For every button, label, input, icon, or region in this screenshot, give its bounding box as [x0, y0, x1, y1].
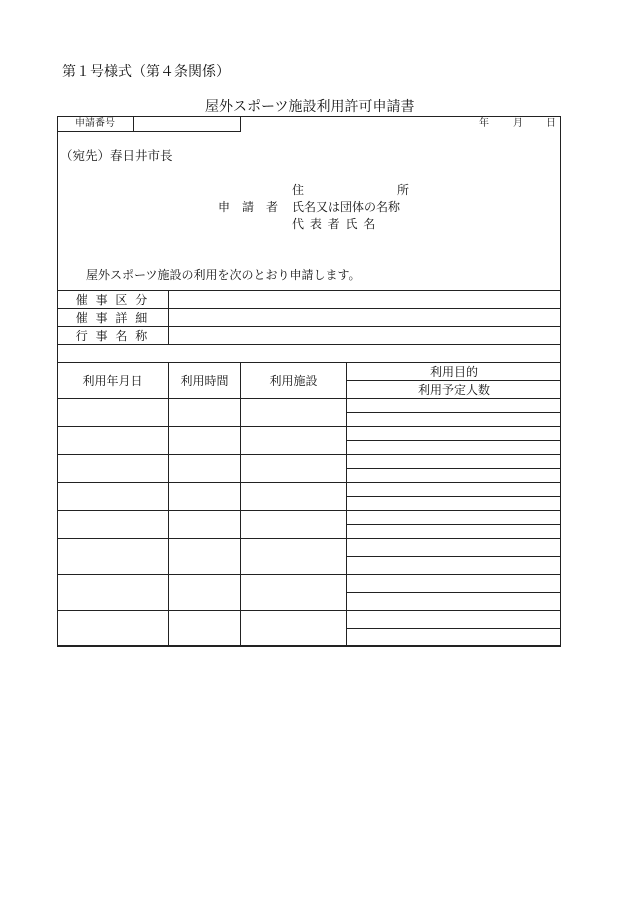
- usage-time-cell[interactable]: [169, 483, 240, 510]
- addressee: （宛先）春日井市長: [60, 148, 173, 163]
- header-headcount: 利用予定人数: [417, 382, 490, 397]
- date-year-label: 年: [479, 118, 489, 129]
- usage-purpose-cell[interactable]: [347, 575, 560, 592]
- usage-date-cell[interactable]: [58, 611, 168, 646]
- usage-purpose-cell[interactable]: [347, 511, 560, 524]
- usage-facility-cell[interactable]: [241, 575, 346, 610]
- divider: [240, 116, 241, 132]
- document-title: 屋外スポーツ施設利用許可申請書: [205, 99, 415, 115]
- application-statement: 屋外スポーツ施設の利用を次のとおり申請します。: [86, 268, 361, 282]
- usage-facility-cell[interactable]: [241, 399, 346, 426]
- usage-purpose-cell[interactable]: [347, 427, 560, 440]
- usage-facility-cell[interactable]: [241, 483, 346, 510]
- usage-facility-cell[interactable]: [241, 611, 346, 646]
- header-usage-date: 利用年月日: [82, 373, 143, 388]
- usage-date-cell[interactable]: [58, 455, 168, 482]
- event-category-field[interactable]: [169, 291, 560, 308]
- usage-time-cell[interactable]: [169, 611, 240, 646]
- usage-purpose-cell[interactable]: [347, 611, 560, 628]
- header-usage-facility: 利用施設: [269, 373, 318, 388]
- usage-purpose-cell[interactable]: [347, 539, 560, 556]
- event-name-label: 行 事 名 称: [75, 328, 150, 343]
- application-number-label: 申請番号: [75, 117, 115, 129]
- table-row: [57, 646, 561, 647]
- usage-time-cell[interactable]: [169, 575, 240, 610]
- headcount-cell[interactable]: [347, 469, 560, 482]
- usage-date-cell[interactable]: [58, 399, 168, 426]
- event-detail-label: 催 事 詳 細: [75, 310, 150, 325]
- usage-purpose-cell[interactable]: [347, 455, 560, 468]
- usage-date-cell[interactable]: [58, 483, 168, 510]
- usage-date-cell[interactable]: [58, 539, 168, 574]
- headcount-cell[interactable]: [347, 525, 560, 538]
- usage-time-cell[interactable]: [169, 427, 240, 454]
- usage-time-cell[interactable]: [169, 511, 240, 538]
- representative-label: 代 表 者 氏 名: [292, 217, 377, 231]
- header-usage-purpose: 利用目的: [429, 364, 478, 379]
- headcount-cell[interactable]: [347, 413, 560, 426]
- usage-time-cell[interactable]: [169, 539, 240, 574]
- headcount-cell[interactable]: [347, 629, 560, 646]
- usage-purpose-cell[interactable]: [347, 399, 560, 412]
- form-label: 第１号様式（第４条関係）: [62, 64, 230, 80]
- usage-facility-cell[interactable]: [241, 511, 346, 538]
- date-day-label: 日: [546, 118, 556, 129]
- headcount-cell[interactable]: [347, 557, 560, 574]
- name-label: 氏名又は団体の名称: [292, 200, 401, 214]
- usage-purpose-cell[interactable]: [347, 483, 560, 496]
- event-category-label: 催 事 区 分: [75, 292, 150, 307]
- usage-facility-cell[interactable]: [241, 427, 346, 454]
- usage-date-cell[interactable]: [58, 427, 168, 454]
- application-number-field[interactable]: [134, 117, 240, 131]
- address-label-2: 所: [397, 183, 410, 197]
- event-name-field[interactable]: [169, 327, 560, 344]
- address-label-1: 住: [292, 183, 305, 197]
- headcount-cell[interactable]: [347, 441, 560, 454]
- headcount-cell[interactable]: [347, 497, 560, 510]
- usage-facility-cell[interactable]: [241, 455, 346, 482]
- usage-time-cell[interactable]: [169, 455, 240, 482]
- usage-date-cell[interactable]: [58, 575, 168, 610]
- header-usage-time: 利用時間: [180, 373, 229, 388]
- usage-facility-cell[interactable]: [241, 539, 346, 574]
- headcount-cell[interactable]: [347, 593, 560, 610]
- divider: [57, 344, 561, 345]
- date-month-label: 月: [513, 118, 523, 129]
- divider: [57, 131, 241, 132]
- applicant-label: 申 請 者: [218, 200, 279, 214]
- usage-time-cell[interactable]: [169, 399, 240, 426]
- usage-date-cell[interactable]: [58, 511, 168, 538]
- event-detail-field[interactable]: [169, 309, 560, 326]
